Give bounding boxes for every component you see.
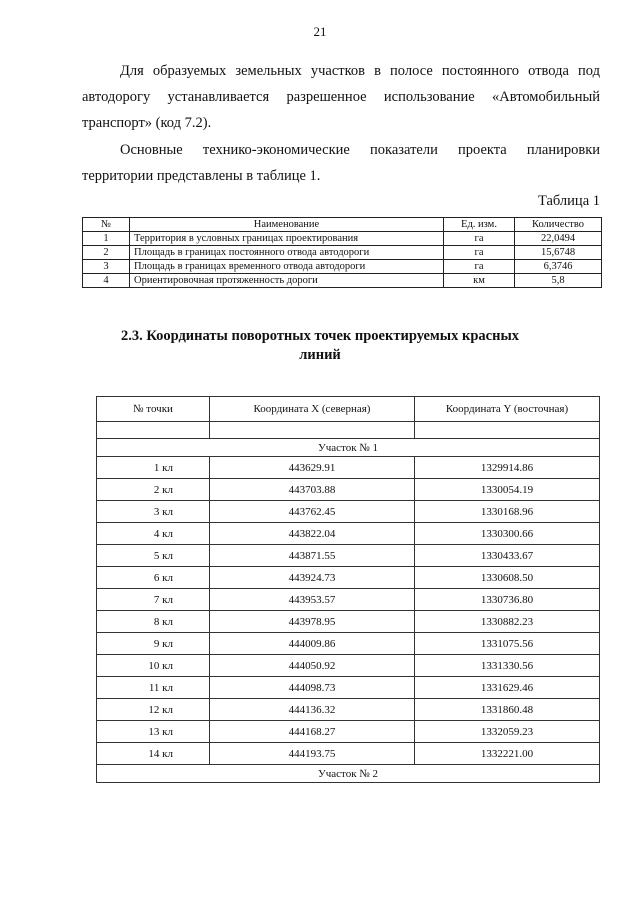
- table2-header-y: Координата Y (восточная): [415, 397, 600, 422]
- table2-cell-x: 443953.57: [210, 589, 415, 611]
- table2-cell-x: 443978.95: [210, 611, 415, 633]
- table1-row: [83, 260, 602, 274]
- table2-cell-y: 1330608.50: [415, 567, 600, 589]
- table1-cell-quantity: 6,3746: [515, 260, 602, 274]
- table1-cell-name: Ориентировочная протяженность дороги: [130, 274, 444, 288]
- table2-cell-point: 5 кл: [97, 545, 210, 567]
- table2-header-row: [97, 397, 600, 422]
- table2-cell-x: 444009.86: [210, 633, 415, 655]
- table2-row: [97, 633, 600, 655]
- table1-cell-name: Территория в условных границах проектирования: [130, 232, 444, 246]
- table2-cell-point: 1 кл: [97, 457, 210, 479]
- table2-cell-y: 1330168.96: [415, 501, 600, 523]
- table2-cell-point: 10 кл: [97, 655, 210, 677]
- table1-header-row: [83, 218, 602, 232]
- table1-cell-name: Площадь в границах постоянного отвода автодороги: [130, 246, 444, 260]
- table2-cell-y: 1332221.00: [415, 743, 600, 765]
- table2-row: [97, 611, 600, 633]
- section-heading: 2.3. Координаты поворотных точек проектируемых красных линий: [120, 328, 520, 363]
- table2-cell-x: 443822.04: [210, 523, 415, 545]
- table2-empty-cell: [210, 422, 415, 439]
- table2-row: [97, 523, 600, 545]
- table2-cell-point: 14 кл: [97, 743, 210, 765]
- table2-header-point: № точки: [97, 397, 210, 422]
- table1-cell-quantity: 15,6748: [515, 246, 602, 260]
- table2-body: [97, 457, 600, 765]
- coordinates-table: [96, 396, 600, 783]
- table1-row: [83, 232, 602, 246]
- table2-cell-x: 443703.88: [210, 479, 415, 501]
- table2-cell-y: 1331330.56: [415, 655, 600, 677]
- table2-cell-y: 1331629.46: [415, 677, 600, 699]
- table2-cell-y: 1330736.80: [415, 589, 600, 611]
- table2-cell-point: 3 кл: [97, 501, 210, 523]
- table2-cell-y: 1332059.23: [415, 721, 600, 743]
- table2-header-x: Координата X (северная): [210, 397, 415, 422]
- table1-cell-number: 3: [83, 260, 130, 274]
- table2-cell-y: 1331075.56: [415, 633, 600, 655]
- table2-cell-x: 443762.45: [210, 501, 415, 523]
- table2-section-row: [97, 439, 600, 457]
- table2-cell-point: 2 кл: [97, 479, 210, 501]
- table2-row: [97, 721, 600, 743]
- table1-header-number: №: [83, 218, 130, 232]
- table1-row: [83, 246, 602, 260]
- table2-section2-title: Участок № 2: [97, 765, 600, 783]
- table2-row: [97, 743, 600, 765]
- table2-row: [97, 589, 600, 611]
- table2-cell-x: 444168.27: [210, 721, 415, 743]
- table1-cell-unit: га: [444, 246, 515, 260]
- table2-cell-x: 444098.73: [210, 677, 415, 699]
- table2-row: [97, 699, 600, 721]
- table2-cell-point: 9 кл: [97, 633, 210, 655]
- table1-row: [83, 274, 602, 288]
- table1-header-quantity: Количество: [515, 218, 602, 232]
- table2-cell-x: 444136.32: [210, 699, 415, 721]
- table2-cell-x: 443924.73: [210, 567, 415, 589]
- table2-cell-point: 13 кл: [97, 721, 210, 743]
- page-number: 21: [313, 24, 327, 39]
- table1-cell-unit: га: [444, 232, 515, 246]
- table1-caption: Таблица 1: [537, 193, 600, 209]
- table1-cell-unit: га: [444, 260, 515, 274]
- table2-cell-y: 1330300.66: [415, 523, 600, 545]
- table2-cell-point: 12 кл: [97, 699, 210, 721]
- table2-cell-point: 11 кл: [97, 677, 210, 699]
- table2-row: [97, 677, 600, 699]
- table1-cell-quantity: 5,8: [515, 274, 602, 288]
- table1-cell-number: 1: [83, 232, 130, 246]
- table2-cell-y: 1329914.86: [415, 457, 600, 479]
- table2-empty-cell: [415, 422, 600, 439]
- table1-header-name: Наименование: [130, 218, 444, 232]
- table2-cell-point: 6 кл: [97, 567, 210, 589]
- table2-cell-point: 4 кл: [97, 523, 210, 545]
- table1-cell-number: 2: [83, 246, 130, 260]
- table2-cell-y: 1331860.48: [415, 699, 600, 721]
- table1-cell-unit: км: [444, 274, 515, 288]
- table2-section-row: [97, 765, 600, 783]
- table1-cell-quantity: 22,0494: [515, 232, 602, 246]
- table2-cell-x: 443629.91: [210, 457, 415, 479]
- table2-row: [97, 567, 600, 589]
- table2-row: [97, 501, 600, 523]
- table2-cell-y: 1330882.23: [415, 611, 600, 633]
- indicators-table: [82, 217, 602, 288]
- table1-header-unit: Ед. изм.: [444, 218, 515, 232]
- table2-cell-x: 443871.55: [210, 545, 415, 567]
- table2-empty-cell: [97, 422, 210, 439]
- table2-cell-point: 7 кл: [97, 589, 210, 611]
- table2-cell-x: 444050.92: [210, 655, 415, 677]
- table1-cell-number: 4: [83, 274, 130, 288]
- table2-row: [97, 457, 600, 479]
- table2-row: [97, 479, 600, 501]
- table2-row: [97, 545, 600, 567]
- paragraph-indicators: Основные технико-экономические показатели проекта планировки территории представлены в таблице 1.: [82, 142, 600, 184]
- paragraph-land-use: Для образуемых земельных участков в полосе постоянного отвода под автодорогу устанавливается разрешенное использование «Автомобильный транспорт» (код 7.2).: [82, 63, 600, 131]
- table2-section1-title: Участок № 1: [97, 439, 600, 457]
- table2-empty-row: [97, 422, 600, 439]
- table2-cell-x: 444193.75: [210, 743, 415, 765]
- table2-cell-y: 1330054.19: [415, 479, 600, 501]
- table2-row: [97, 655, 600, 677]
- table2-cell-point: 8 кл: [97, 611, 210, 633]
- table1-cell-name: Площадь в границах временного отвода автодороги: [130, 260, 444, 274]
- table2-cell-y: 1330433.67: [415, 545, 600, 567]
